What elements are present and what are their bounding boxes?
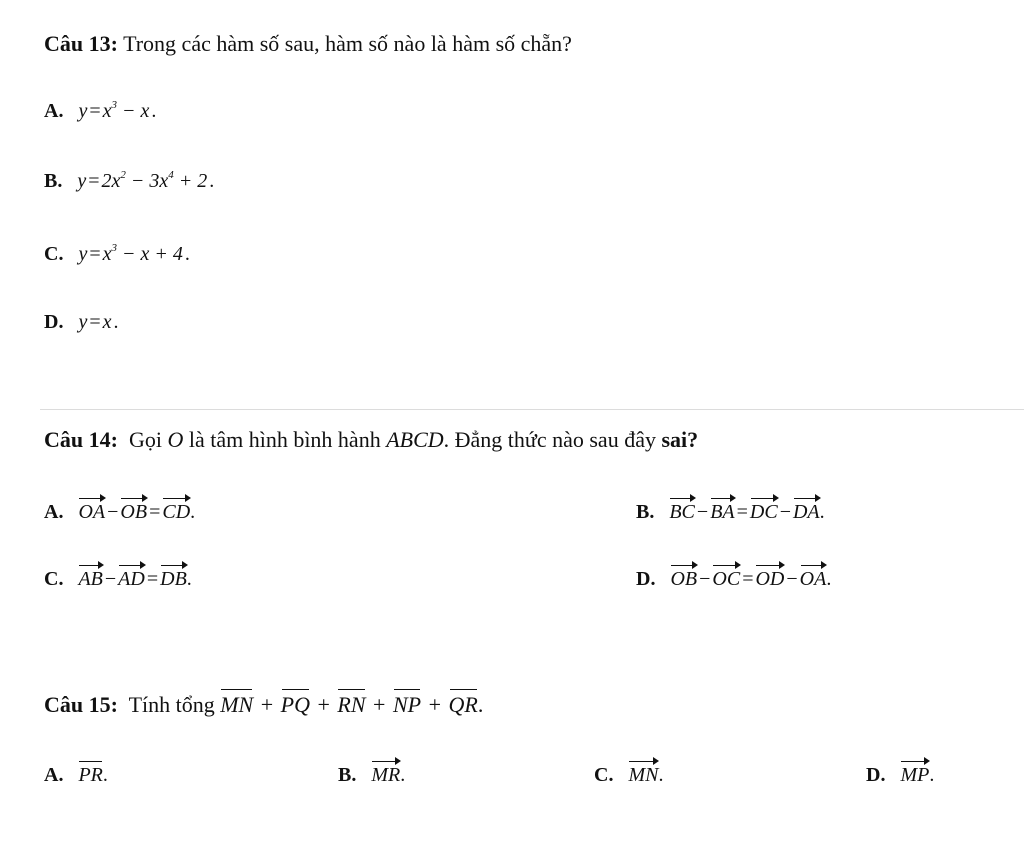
vector: AB	[78, 568, 103, 590]
q15-option-b[interactable]: B. MR.	[338, 764, 406, 786]
vector: MN	[628, 764, 659, 786]
vector: OB	[120, 501, 148, 523]
vector: OC	[712, 568, 741, 590]
vector: PQ	[280, 692, 310, 717]
vector: PR	[78, 764, 103, 786]
vector: OA	[78, 501, 106, 523]
vector: OA	[799, 568, 827, 590]
q13-option-a[interactable]: A. $y = x^3 - x$ .	[44, 99, 157, 122]
question-15-heading: Câu 15: Tính tổng MN + PQ + RN + NP + QR.	[44, 692, 484, 717]
q13-option-b[interactable]: B. $y = 2x^2 - 3x^4 + 2$ .	[44, 169, 215, 192]
question-15-number: Câu 15:	[44, 692, 118, 717]
vector: BA	[710, 501, 735, 523]
vector: MP	[900, 764, 930, 786]
q15-option-d[interactable]: D. MP.	[866, 764, 935, 786]
emphasis-sai: sai?	[661, 427, 699, 452]
question-13-text: Trong các hàm số sau, hàm số nào là hàm số chẵn?	[123, 31, 572, 56]
vector: RN	[337, 692, 366, 717]
question-14-number: Câu 14:	[44, 427, 118, 452]
q14-option-b[interactable]: B. BC − BA = DC − DA.	[636, 501, 825, 523]
q15-option-a[interactable]: A. PR.	[44, 764, 108, 786]
question-13-number: Câu 13:	[44, 31, 118, 56]
q13-option-d-formula: y = x .	[78, 311, 119, 333]
vector: OB	[670, 568, 698, 590]
q13-option-c[interactable]: C. $y = x^3 - x + 4$ .	[44, 242, 190, 265]
q13-option-a-formula: $y = x^3 - x$ .	[78, 99, 157, 122]
vector: DC	[749, 501, 778, 523]
q13-option-c-formula: $y = x^3 - x + 4$ .	[78, 242, 190, 265]
q13-option-d[interactable]: D. y = x .	[44, 311, 119, 333]
question-13-heading	[44, 31, 572, 57]
vector: QR	[448, 692, 478, 717]
q14-option-c[interactable]: C. AB − AD = DB.	[44, 568, 192, 590]
vector: NP	[392, 692, 422, 717]
vector: DB	[160, 568, 187, 590]
question-14-heading: Câu 14: Gọi O là tâm hình bình hành ABCD. Đẳng thức nào sau đây sai?	[44, 427, 699, 452]
vector: MN	[220, 692, 254, 717]
vector: DA	[792, 501, 820, 523]
shape-abcd: ABCD	[386, 427, 444, 452]
vector: OD	[755, 568, 785, 590]
q14-option-d[interactable]: D. OB − OC = OD − OA.	[636, 568, 832, 590]
vector: AD	[118, 568, 145, 590]
q15-option-c[interactable]: C. MN.	[594, 764, 664, 786]
vector: BC	[669, 501, 695, 523]
q14-option-a[interactable]: A. OA − OB = CD.	[44, 501, 196, 523]
section-divider	[40, 409, 1024, 410]
point-o: O	[167, 427, 184, 452]
q13-option-b-formula: $y = 2x^2 - 3x^4 + 2$ .	[77, 169, 215, 192]
vector: MR	[371, 764, 401, 786]
vector: CD	[162, 501, 191, 523]
